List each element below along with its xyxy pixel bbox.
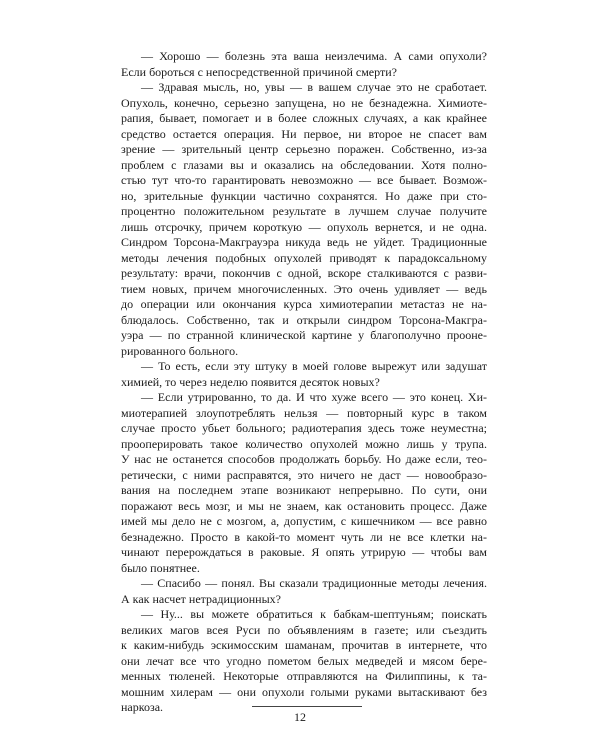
text-line: чинают перерождаться в раковые. Я опять утрирую — чтобы вам [121, 545, 487, 559]
text-line: вания на последнем этапе возникают непрерывно. По сути, они [121, 483, 487, 497]
text-line: зрение — зрительный центр серьезно поражен. Собственно, из-за [121, 142, 487, 156]
text-line: случае просто убьет больного; радиотерапия здесь тоже неуместна; [121, 421, 487, 435]
text-line: рированного больного. [121, 343, 239, 358]
text-line: средство остается операция. Ни первое, ни второе не спасет вам [121, 126, 487, 141]
text-line: У нас не останется способов продолжать борьбу. Но даже если, тео- [121, 452, 487, 466]
text-line: безнадежно. Просто в какой-то момент чуть ли не все клетки на- [121, 529, 487, 544]
text-line: — Если утрированно, то да. И что хуже всего — это конец. Хи- [141, 390, 487, 404]
text-line: ретически, с ними расправятся, это ничего не даст — новообразо- [121, 467, 487, 482]
text-line: тием новых, причем многочисленных. Это очень удивляет — ведь [121, 281, 487, 296]
text-line: процентно положительном результате в лучшем случае получите [121, 204, 487, 218]
text-line: стью тут что-то гарантировать невозможно — все бывает. Возмож- [121, 173, 487, 187]
text-line: к каким-нибудь эскимосским шаманам, прочитав в интернете, что [121, 638, 487, 652]
text-line: мошним хилерам — они опухоли голыми руками вытаскивают без [121, 684, 487, 699]
text-line: Опухоль, конечно, серьезно запущена, но не безнадежна. Химиоте- [121, 95, 487, 110]
body-text [121, 49, 487, 716]
text-line: миотерапией злоупотреблять нельзя — повторный курс в таком [121, 405, 487, 420]
text-line: А как насчет нетрадиционных? [121, 591, 281, 606]
text-line: лишь отсрочку, причем короткую — опухоль вернется, и не одна. [121, 219, 487, 234]
text-line: — Здравая мысль, но, увы — в вашем случае это не сработает. [141, 80, 487, 94]
text-line: но, зрительные функции частично сохранятся. Но даже при сто- [121, 188, 487, 203]
text-line: до операции или окончания курса химиотерапии метастаз не на- [121, 297, 487, 311]
text-line: рапия, бывает, помогает и в более сложных случаях, а как крайнее [121, 111, 487, 125]
text-line: проблем с глазами вы и оказались на обследовании. Хотя полно- [121, 157, 487, 172]
text-line: химией, то через неделю появится десяток новых? [121, 374, 380, 389]
text-line: блюдалось. Собственно, так и открыли синдром Торсона-Макгра- [121, 312, 487, 327]
text-line: прооперировать такое количество опухолей можно лишь у трупа. [121, 436, 487, 451]
text-line: Синдром Торсона-Макграуэра никуда ведь не уйдет. Традиционные [121, 235, 487, 249]
text-line: уэра — по странной клинической картине у благополучно прооне- [121, 328, 487, 342]
text-line: они лечат все что угодно пометом белых медведей и мясом бере- [121, 653, 487, 668]
text-line: великих магов всея Руси по объявлениям в газете; или съездить [121, 622, 487, 637]
text-line: Если бороться с непосредственной причиной смерти? [121, 64, 397, 79]
footer-rule [252, 706, 362, 707]
text-line: имей мы дело не с мозгом, а, допустим, с кишечником — все равно [121, 514, 487, 528]
text-line: менных тюленей. Некоторые отправляются на Филиппины, к та- [121, 669, 487, 683]
text-line: было понятнее. [121, 560, 200, 575]
text-line: методы лечения подобных опухолей приводят к парадоксальному [121, 250, 487, 265]
text-line: — Хорошо — болезнь эта ваша неизлечима. А сами опухоли? [141, 49, 487, 63]
text-line: результату: врачи, покончив с одной, вскоре сталкиваются с разви- [121, 266, 487, 280]
text-line: — То есть, если эту штуку в моей голове вырежут или задушат [141, 359, 487, 373]
text-line: наркоза. [121, 700, 164, 714]
page-number: 12 [294, 710, 306, 724]
text-line: поражают весь мозг, и мы не знаем, как остановить процесс. Даже [121, 498, 487, 513]
text-line: — Ну... вы можете обратиться к бабкам-шептуньям; поискать [141, 607, 487, 621]
text-line: — Спасибо — понял. Вы сказали традиционные методы лечения. [141, 576, 487, 590]
